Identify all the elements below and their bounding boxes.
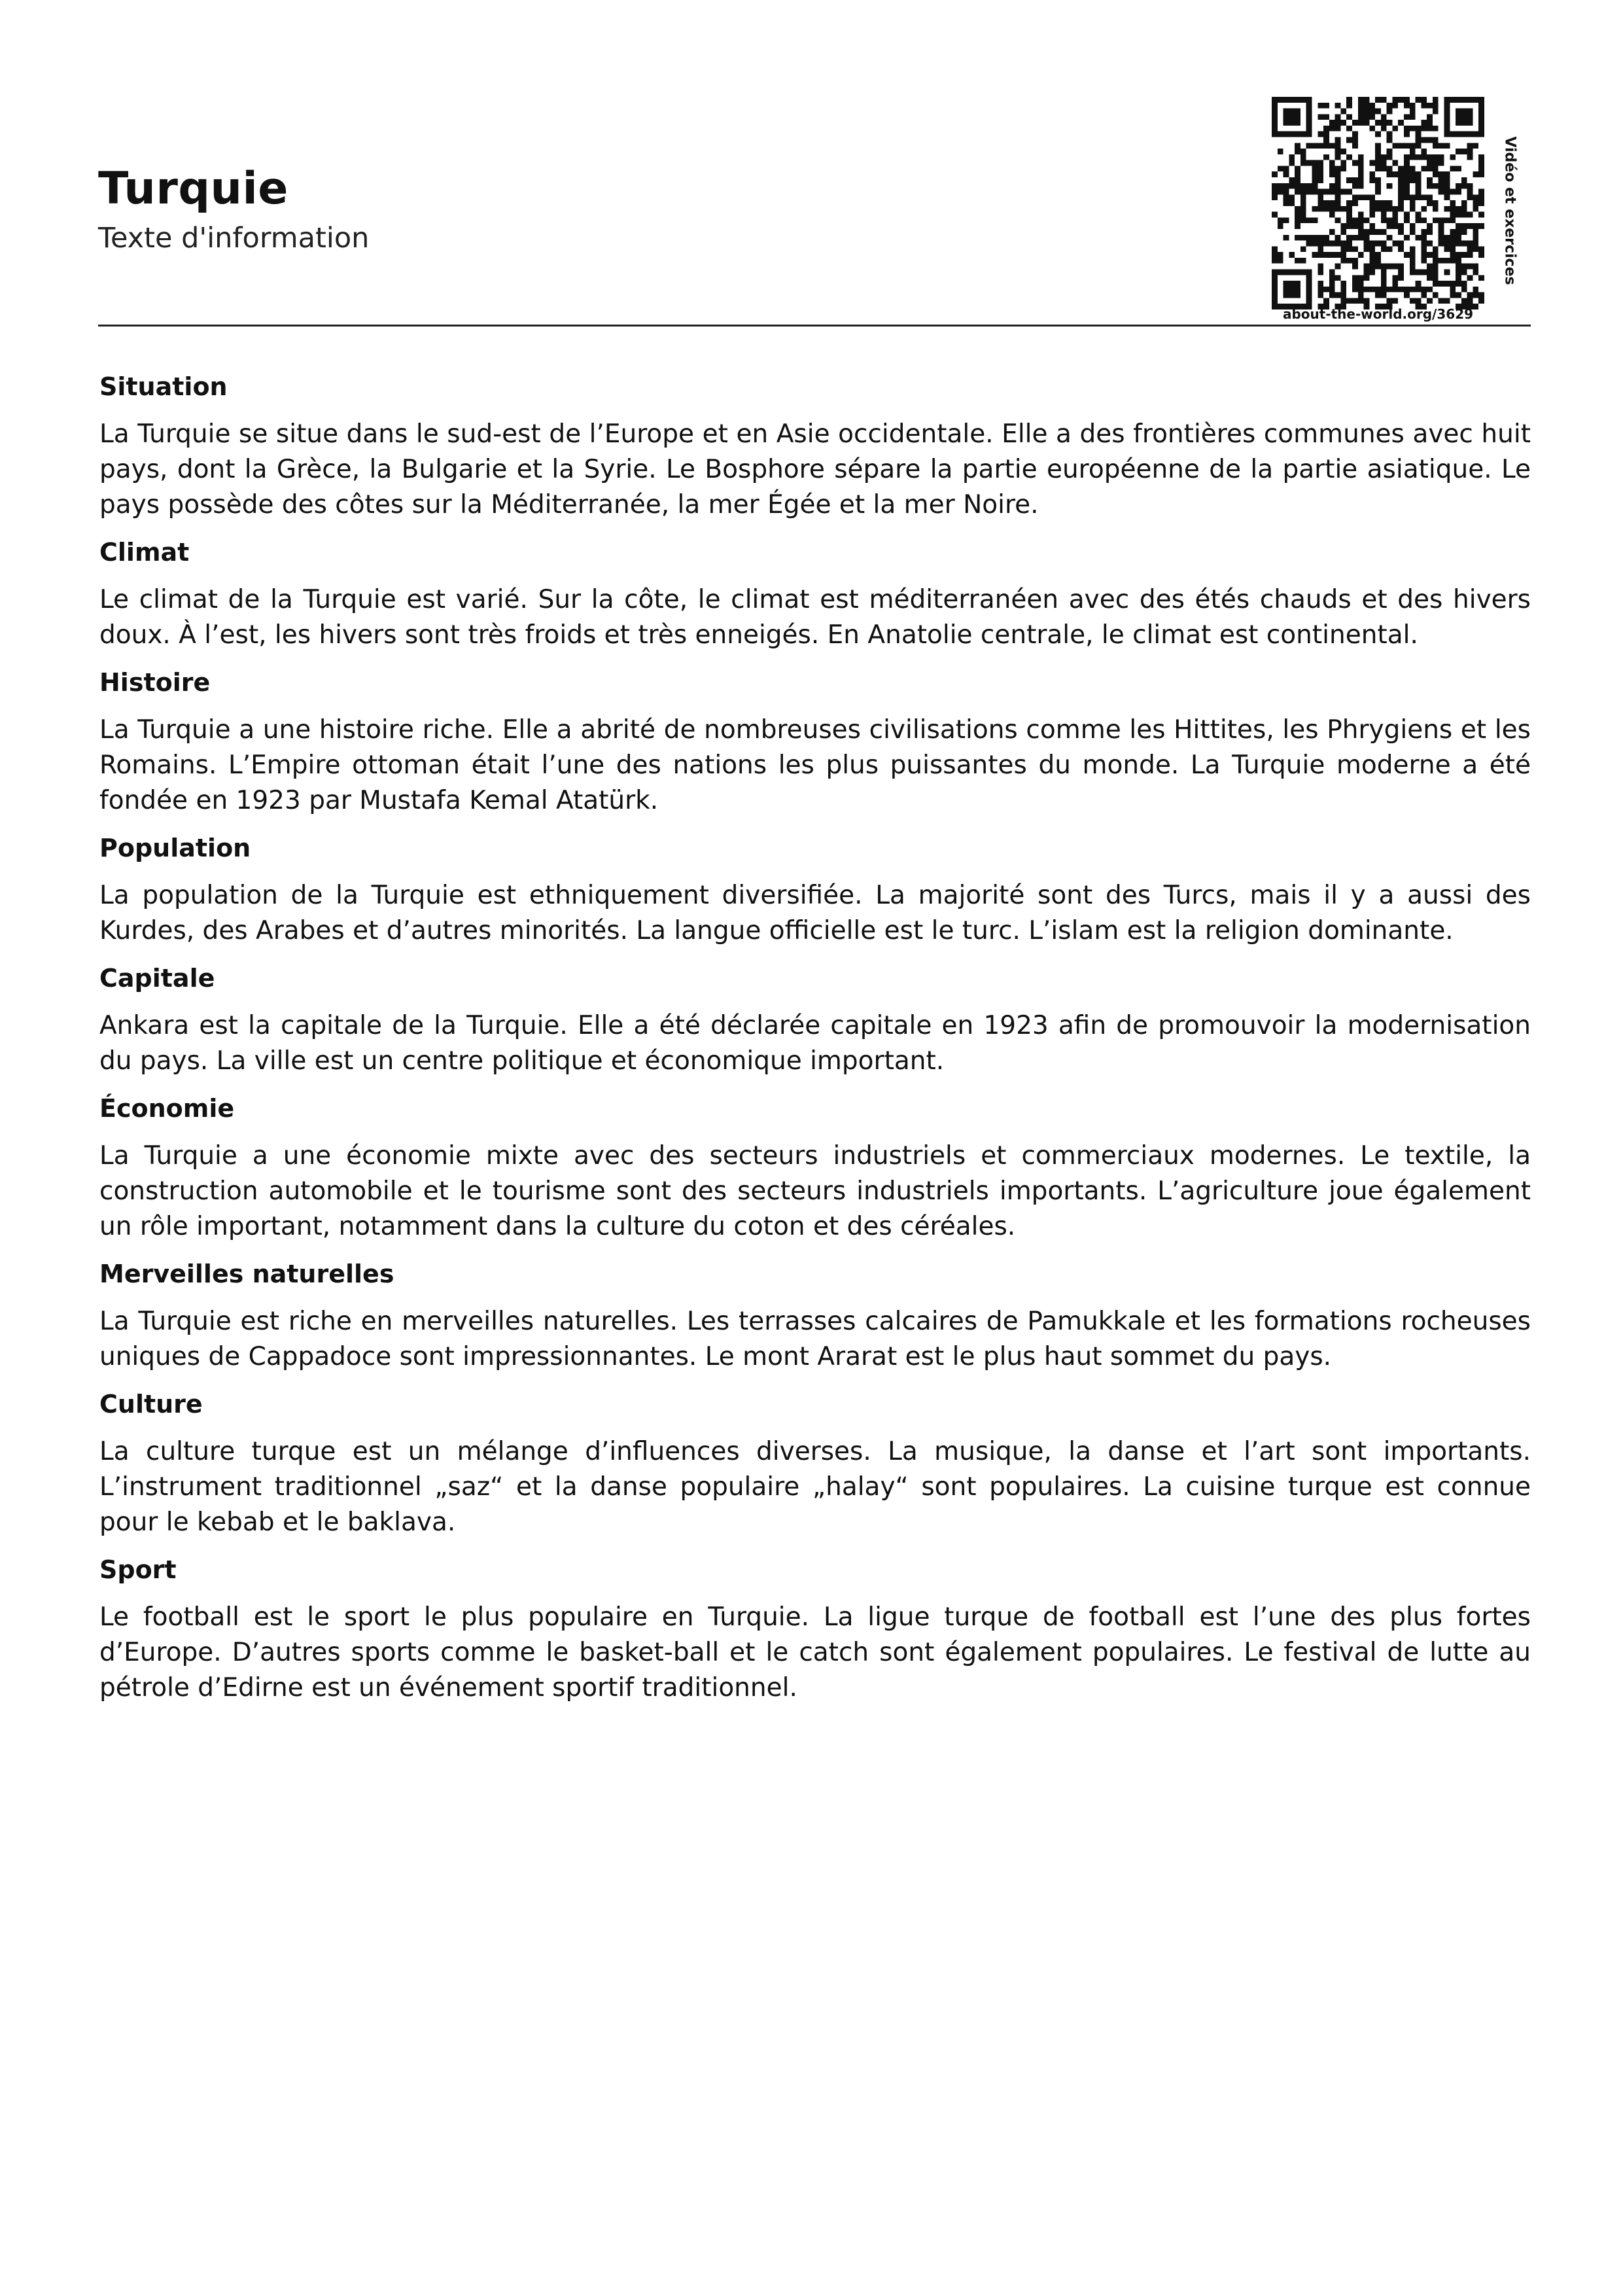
article-body [99,370,1531,1718]
section-heading: Culture [99,1390,203,1419]
section-climat [99,535,1531,653]
section-population [99,831,1531,949]
section-text: La Turquie a une histoire riche. Elle a abrité de nombreuses civilisations comme les Hittites, les Phrygiens et les Romains. L’Empire ottoman était l’une des nations les plus puissantes du monde. La Turquie moderne a été fondée en 1923 par Mustafa Kemal Atatürk. [99,715,1531,815]
section-text: La culture turque est un mélange d’influences diverses. La musique, la danse et l’art sont importants. L’instrument traditionnel „saz“ et la danse populaire „halay“ sont populaires. La cuisine turque est connue pour le kebab et le baklava. [99,1437,1531,1537]
section-heading: Capitale [99,964,215,993]
section-heading: Situation [99,372,228,401]
section-text: Le football est le sport le plus populaire en Turquie. La ligue turque de football est l’une des plus fortes d’Europe. D’autres sports comme le basket-ball et le catch sont également populaires. Le festival de lutte au pétrole d’Edirne est un événement sportif traditionnel. [99,1602,1531,1703]
section-capitale [99,961,1531,1079]
section-heading: Sport [99,1555,177,1584]
section-histoire [99,665,1531,819]
qr-url-link[interactable]: about-the-world.org/3629 [1282,306,1474,322]
section-text: Ankara est la capitale de la Turquie. Elle a été déclarée capitale en 1923 afin de promouvoir la modernisation du pays. La ville est un centre politique et économique important. [99,1011,1531,1076]
section-heading: Population [99,834,251,862]
section-text: La Turquie est riche en merveilles naturelles. Les terrasses calcaires de Pamukkale et les formations rocheuses uniques de Cappadoce sont impressionnantes. Le mont Ararat est le plus haut sommet du pays. [99,1307,1531,1371]
section-text: Le climat de la Turquie est varié. Sur la côte, le climat est méditerranéen avec des étés chauds et des hivers doux. À l’est, les hivers sont très froids et très enneigés. En Anatolie centrale, le climat est continental. [99,585,1531,650]
header-divider [98,325,1531,327]
section-situation [99,370,1531,523]
section-culture [99,1387,1531,1540]
section-heading: Histoire [99,668,211,697]
qr-code-icon[interactable] [1272,97,1484,309]
qr-side-label: Vidéo et exercices [1501,136,1518,285]
section-merveilles-naturelles [99,1257,1531,1375]
section-heading: Merveilles naturelles [99,1260,394,1288]
section-text: La Turquie a une économie mixte avec des secteurs industriels et commerciaux modernes. Le textile, la construction automobile et le tourisme sont des secteurs industriels importants. L’agriculture joue également un rôle important, notamment dans la culture du coton et des céréales. [99,1141,1531,1241]
section-text: La Turquie se situe dans le sud-est de l’Europe et en Asie occidentale. Elle a des frontières communes avec huit pays, dont la Grèce, la Bulgarie et la Syrie. Le Bosphore sépare la partie européenne de la partie asiatique. Le pays possède des côtes sur la Méditerranée, la mer Égée et la mer Noire. [99,419,1531,520]
section-text: La population de la Turquie est ethniquement diversifiée. La majorité sont des Turcs, mais il y a aussi des Kurdes, des Arabes et d’autres minorités. La langue officielle est le turc. L’islam est la religion dominante. [99,881,1531,945]
page-subtitle: Texte d'information [98,222,370,255]
section-heading: Climat [99,538,190,567]
page-title: Turquie [98,163,288,215]
section-sport [99,1553,1531,1706]
qr-side-label-wrap [1497,119,1523,302]
section-economie [99,1091,1531,1245]
qr-code-graphic [1272,97,1484,309]
section-heading: Économie [99,1094,235,1123]
